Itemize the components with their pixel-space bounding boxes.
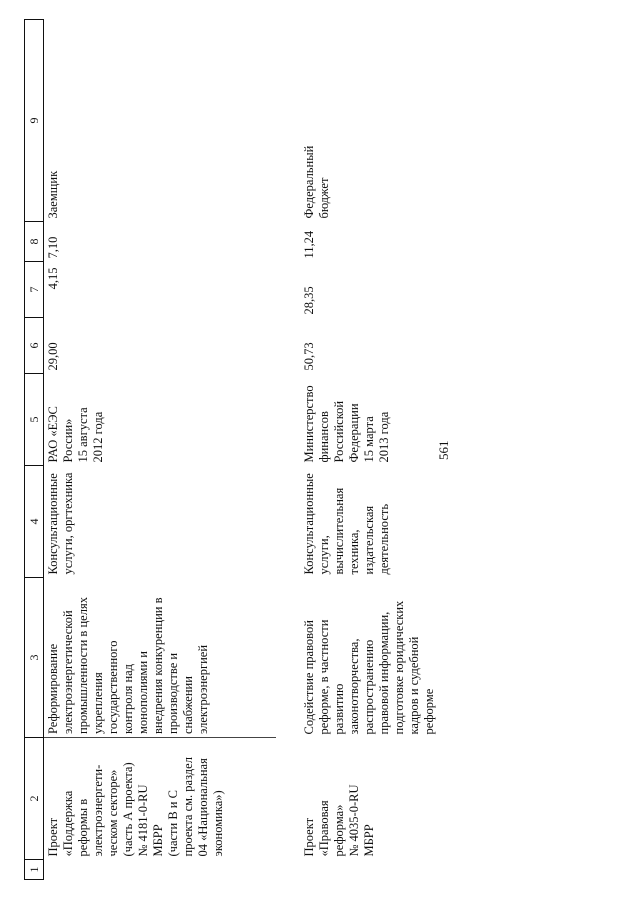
column-header: 1 [25, 860, 44, 880]
amount-cell: 4,15 [46, 267, 60, 290]
column-header: 4 [25, 466, 44, 578]
project-name-cell: Проект «Поддержка реформы в электроэнергети- ческом секторе» (часть А проекта) № 4181-0-RU МБРР (части В и С проекта см. раздел 04 «Национальная экономика») [46, 757, 225, 857]
amount-cell: 28,35 [302, 286, 316, 315]
executor-date-cell: РАО «ЕЭС России» 15 августа 2012 года [46, 406, 105, 463]
amount-cell: 50,73 [302, 342, 316, 371]
project-goal-cell: Реформирование электроэнергетической промышленности в целях укрепления государственного контроля над монополиями и внедрения конкуренции в производстве и снабжении электроэнергией [44, 578, 277, 738]
column-header: 8 [25, 222, 44, 262]
budget-table [24, 19, 437, 880]
services-cell: Консультационные услуги, оргтехника [46, 472, 75, 575]
amount-cell: 7,10 [46, 236, 60, 259]
source-cell: Федеральный бюджет [302, 145, 331, 219]
rotated-document-page [24, 10, 634, 880]
page-number: 561 [436, 440, 451, 460]
table-row [44, 20, 277, 880]
table-header-row [25, 20, 44, 880]
column-header: 6 [25, 318, 44, 374]
amount-cell: 11,24 [302, 230, 316, 259]
row-number-cell [44, 860, 277, 880]
source-cell: Заемщик [46, 170, 60, 219]
amount-cell: 29,00 [46, 342, 60, 371]
table-row [276, 20, 437, 880]
column-header: 5 [25, 374, 44, 466]
column-header: 3 [25, 578, 44, 738]
project-goal-cell: Содействие правовой реформе, в частности развитию законотворчества, распространению правовой информации, подготовке юридических кадров и судебной реформе [302, 600, 436, 735]
column-header: 2 [25, 738, 44, 860]
services-cell: Консультационные услуги, вычислительная техника, издательская деятельность [302, 473, 391, 575]
project-name-cell: Проект «Правовая реформа» № 4035-0-RU МБРР [302, 784, 376, 857]
executor-date-cell: Министерство финансов Российской Федерации 15 марта 2013 года [302, 385, 391, 463]
column-header: 7 [25, 262, 44, 318]
column-header: 9 [25, 20, 44, 222]
row-number-cell [276, 860, 437, 880]
